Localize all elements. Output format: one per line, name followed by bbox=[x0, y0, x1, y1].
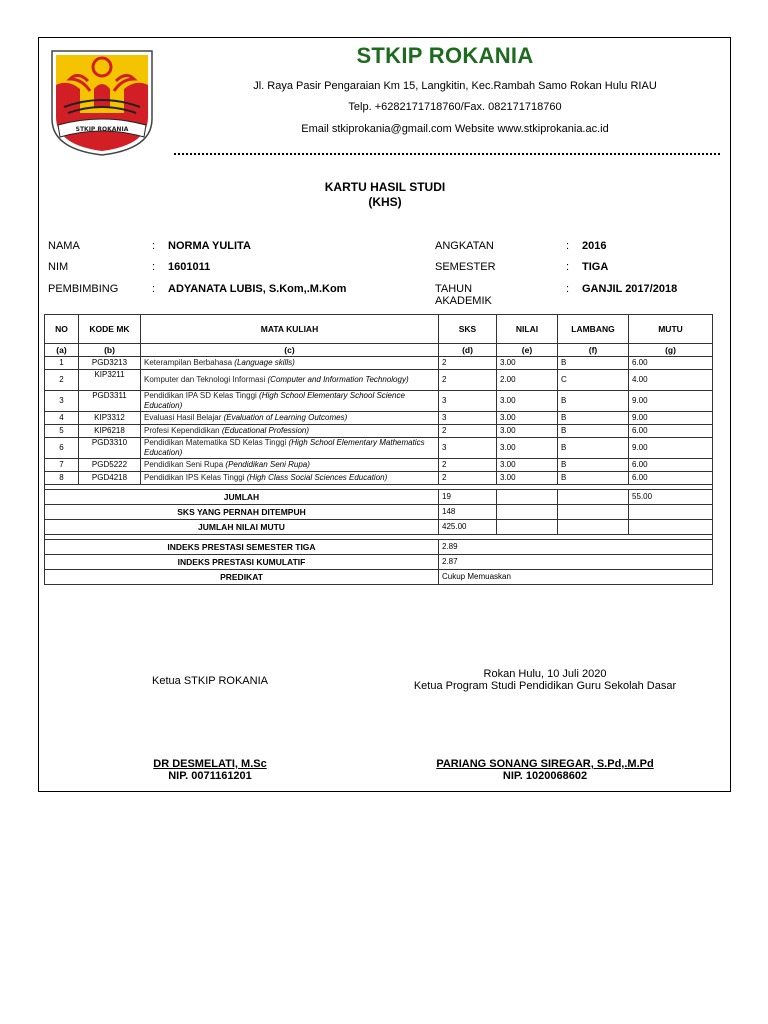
semester-colon: : bbox=[566, 261, 570, 273]
col-letter-e: (e) bbox=[497, 344, 558, 357]
row-ipk bbox=[45, 555, 713, 570]
cell-lambang: B bbox=[558, 438, 629, 459]
row-ips bbox=[45, 540, 713, 555]
course-name-en: (High School Elementary School Science Education) bbox=[144, 391, 405, 410]
cell-mutu: 6.00 bbox=[629, 425, 713, 438]
table-row bbox=[45, 357, 713, 370]
cell-sks: 2 bbox=[439, 357, 497, 370]
col-letter-f: (f) bbox=[558, 344, 629, 357]
col-header-lambang: LAMBANG bbox=[558, 315, 629, 344]
pembimbing-value: ADYANATA LUBIS, S.Kom,.M.Kom bbox=[168, 283, 347, 295]
row-predikat bbox=[45, 570, 713, 585]
cell-lambang: B bbox=[558, 459, 629, 472]
nim-label: NIM bbox=[48, 261, 69, 273]
table-row bbox=[45, 472, 713, 485]
cell-no: 4 bbox=[45, 412, 79, 425]
cell-sks: 2 bbox=[439, 425, 497, 438]
angkatan-label: ANGKATAN bbox=[435, 240, 494, 252]
nim-colon: : bbox=[152, 261, 156, 273]
tahun-akademik-label: TAHUN AKADEMIK bbox=[435, 283, 492, 307]
cell-lambang: B bbox=[558, 391, 629, 412]
document-title-line1: KARTU HASIL STUDI bbox=[324, 180, 446, 194]
jumlah-nilai-mutu-value: 425.00 bbox=[439, 520, 497, 535]
cell-no: 5 bbox=[45, 425, 79, 438]
left-signatory-nip: NIP. 0071161201 bbox=[168, 770, 252, 782]
col-header-nilai: NILAI bbox=[497, 315, 558, 344]
course-name-en: (Educational Profession) bbox=[221, 426, 309, 435]
nama-value: NORMA YULITA bbox=[168, 240, 251, 252]
right-signature-header bbox=[390, 668, 700, 692]
cell-mata-kuliah bbox=[141, 357, 439, 370]
course-name-en: (High School Elementary Mathematics Education) bbox=[144, 438, 425, 457]
cell-nilai: 3.00 bbox=[497, 391, 558, 412]
cell-lambang: B bbox=[558, 425, 629, 438]
course-name-en: (Pendidikan Seni Rupa) bbox=[225, 460, 310, 469]
cell-kode: PGD3311 bbox=[79, 391, 141, 412]
cell-mutu: 4.00 bbox=[629, 370, 713, 391]
cell-mata-kuliah bbox=[141, 459, 439, 472]
col-header-sks: SKS bbox=[439, 315, 497, 344]
course-name: Profesi Kependidikan bbox=[144, 426, 220, 435]
cell-kode: PGD5222 bbox=[79, 459, 141, 472]
sks-pernah-label: SKS YANG PERNAH DITEMPUH bbox=[45, 505, 439, 520]
predikat-value: Cukup Memuaskan bbox=[439, 570, 713, 585]
course-name-en: (Language skills) bbox=[234, 358, 295, 367]
col-letter-a: (a) bbox=[45, 344, 79, 357]
jumlah-sks: 19 bbox=[439, 490, 497, 505]
document-title-line2: (KHS) bbox=[368, 195, 402, 209]
institution-phone: Telp. +6282171718760/Fax. 082171718760 bbox=[348, 101, 562, 113]
cell-mata-kuliah bbox=[141, 412, 439, 425]
nim-value: 1601011 bbox=[168, 261, 211, 273]
left-signatory bbox=[110, 758, 310, 782]
cell-no: 6 bbox=[45, 438, 79, 459]
cell-sks: 2 bbox=[439, 459, 497, 472]
ips-value: 2.89 bbox=[439, 540, 713, 555]
cell-no: 8 bbox=[45, 472, 79, 485]
tahun-akademik-value: GANJIL 2017/2018 bbox=[582, 283, 678, 295]
cell-mutu: 9.00 bbox=[629, 438, 713, 459]
cell-nilai: 3.00 bbox=[497, 438, 558, 459]
cell-mutu: 6.00 bbox=[629, 472, 713, 485]
angkatan-colon: : bbox=[566, 240, 570, 252]
left-signature-role: Ketua STKIP ROKANIA bbox=[152, 675, 268, 687]
cell-mutu: 6.00 bbox=[629, 459, 713, 472]
cell-mutu: 9.00 bbox=[629, 391, 713, 412]
col-header-mutu: MUTU bbox=[629, 315, 713, 344]
pembimbing-colon: : bbox=[152, 283, 156, 295]
course-name-en: (High Class Social Sciences Education) bbox=[246, 473, 388, 482]
cell-kode: PGD3213 bbox=[79, 357, 141, 370]
col-letter-c: (c) bbox=[141, 344, 439, 357]
cell-mata-kuliah bbox=[141, 391, 439, 412]
row-jumlah bbox=[45, 490, 713, 505]
left-signatory-name: DR DESMELATI, M.Sc bbox=[153, 758, 267, 770]
table-row bbox=[45, 391, 713, 412]
col-letter-b: (b) bbox=[79, 344, 141, 357]
cell-nilai: 3.00 bbox=[497, 357, 558, 370]
table-row bbox=[45, 438, 713, 459]
cell-mutu: 6.00 bbox=[629, 357, 713, 370]
cell-kode: KIP3211 bbox=[79, 370, 141, 391]
ipk-value: 2.87 bbox=[439, 555, 713, 570]
tahun-akademik-colon: : bbox=[566, 283, 570, 295]
cell-nilai: 2.00 bbox=[497, 370, 558, 391]
course-name: Evaluasi Hasil Belajar bbox=[144, 413, 222, 422]
institution-name: STKIP ROKANIA bbox=[356, 43, 534, 68]
cell-sks: 2 bbox=[439, 370, 497, 391]
cell-mata-kuliah bbox=[141, 438, 439, 459]
col-header-no: NO bbox=[45, 315, 79, 344]
cell-kode: PGD4218 bbox=[79, 472, 141, 485]
predikat-label: PREDIKAT bbox=[45, 570, 439, 585]
cell-no: 7 bbox=[45, 459, 79, 472]
table-header-row bbox=[45, 315, 713, 344]
cell-no: 3 bbox=[45, 391, 79, 412]
cell-lambang: B bbox=[558, 357, 629, 370]
right-signature-role: Ketua Program Studi Pendidikan Guru Sekolah Dasar bbox=[413, 680, 677, 692]
grades-table bbox=[44, 314, 713, 585]
angkatan-value: 2016 bbox=[582, 240, 607, 252]
course-name: Pendidikan Matematika SD Kelas Tinggi bbox=[144, 438, 287, 447]
institution-email-website: Email stkiprokania@gmail.com Website www.stkiprokania.ac.id bbox=[301, 123, 609, 135]
cell-sks: 2 bbox=[439, 472, 497, 485]
jumlah-mutu: 55.00 bbox=[629, 490, 713, 505]
logo-ribbon-text: STKIP ROKANIA bbox=[75, 126, 129, 133]
cell-nilai: 3.00 bbox=[497, 472, 558, 485]
cell-nilai: 3.00 bbox=[497, 412, 558, 425]
right-signatory bbox=[400, 758, 690, 782]
document-title bbox=[260, 180, 510, 210]
cell-kode: KIP3312 bbox=[79, 412, 141, 425]
table-letter-row bbox=[45, 344, 713, 357]
cell-sks: 3 bbox=[439, 391, 497, 412]
col-letter-d: (d) bbox=[439, 344, 497, 357]
cell-mata-kuliah bbox=[141, 472, 439, 485]
ips-label: INDEKS PRESTASI SEMESTER TIGA bbox=[45, 540, 439, 555]
pembimbing-label: PEMBIMBING bbox=[48, 283, 119, 295]
sks-pernah-value: 148 bbox=[439, 505, 497, 520]
col-header-mata-kuliah: MATA KULIAH bbox=[141, 315, 439, 344]
cell-kode: KIP6218 bbox=[79, 425, 141, 438]
cell-sks: 3 bbox=[439, 438, 497, 459]
table-row bbox=[45, 412, 713, 425]
cell-no: 1 bbox=[45, 357, 79, 370]
course-name: Pendidikan IPS Kelas Tinggi bbox=[144, 473, 245, 482]
ipk-label: INDEKS PRESTASI KUMULATIF bbox=[45, 555, 439, 570]
cell-mata-kuliah bbox=[141, 370, 439, 391]
col-letter-g: (g) bbox=[629, 344, 713, 357]
stkip-rokania-emblem-icon bbox=[48, 49, 156, 157]
cell-lambang: B bbox=[558, 412, 629, 425]
course-name: Pendidikan Seni Rupa bbox=[144, 460, 224, 469]
row-sks-pernah-ditempuh bbox=[45, 505, 713, 520]
cell-lambang: C bbox=[558, 370, 629, 391]
nama-colon: : bbox=[152, 240, 156, 252]
nama-label: NAMA bbox=[48, 240, 80, 252]
table-row bbox=[45, 459, 713, 472]
course-name: Keterampilan Berbahasa bbox=[144, 358, 233, 367]
course-name-en: (Evaluation of Learning Outcomes) bbox=[223, 413, 348, 422]
cell-sks: 3 bbox=[439, 412, 497, 425]
cell-mutu: 9.00 bbox=[629, 412, 713, 425]
col-header-kode-mk: KODE MK bbox=[79, 315, 141, 344]
jumlah-label: JUMLAH bbox=[45, 490, 439, 505]
semester-label: SEMESTER bbox=[435, 261, 496, 273]
table-row bbox=[45, 370, 713, 391]
cell-mata-kuliah bbox=[141, 425, 439, 438]
course-name: Pendidikan IPA SD Kelas Tinggi bbox=[144, 391, 257, 400]
jumlah-nilai-mutu-label: JUMLAH NILAI MUTU bbox=[45, 520, 439, 535]
cell-nilai: 3.00 bbox=[497, 459, 558, 472]
cell-no: 2 bbox=[45, 370, 79, 391]
institution-address: Jl. Raya Pasir Pengaraian Km 15, Langkitin, Kec.Rambah Samo Rokan Hulu RIAU bbox=[253, 80, 657, 92]
row-jumlah-nilai-mutu bbox=[45, 520, 713, 535]
cell-nilai: 3.00 bbox=[497, 425, 558, 438]
semester-value: TIGA bbox=[582, 261, 609, 273]
right-signatory-nip: NIP. 1020068602 bbox=[502, 770, 588, 782]
header-divider bbox=[174, 153, 720, 155]
course-name: Komputer dan Teknologi Informasi bbox=[144, 375, 266, 384]
table-row bbox=[45, 425, 713, 438]
course-name-en: (Computer and Information Technology) bbox=[267, 375, 409, 384]
cell-lambang: B bbox=[558, 472, 629, 485]
signature-place-date: Rokan Hulu, 10 Juli 2020 bbox=[483, 668, 607, 680]
cell-kode: PGD3310 bbox=[79, 438, 141, 459]
right-signatory-name: PARIANG SONANG SIREGAR, S.Pd,.M.Pd bbox=[436, 758, 654, 770]
